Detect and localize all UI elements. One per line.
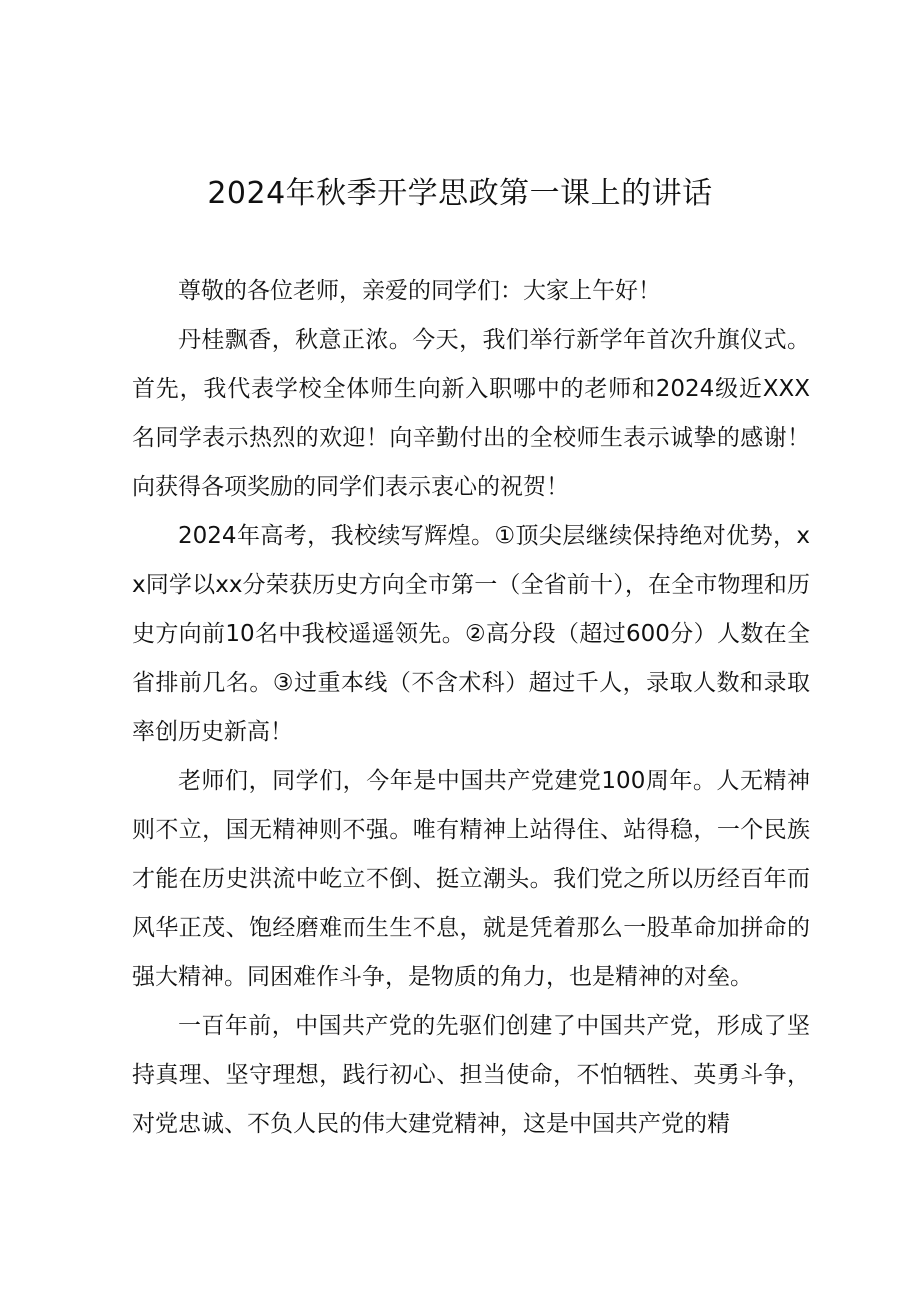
paragraph-welcome: 丹桂飘香，秋意正浓。今天，我们举行新学年首次升旗仪式。首先，我代表学校全体师生向新入职哪中的老师和2024级近XXX名同学表示热烈的欢迎！向辛勤付出的全校师生表示诚挚的感谢！向获得各项奖励的同学们表示衷心的祝贺！ — [132, 327, 810, 500]
paragraph-greeting: 尊敬的各位老师，亲爱的同学们：大家上午好！ — [178, 278, 661, 304]
document-body — [132, 267, 810, 1149]
paragraph-history: 一百年前，中国共产党的先驱们创建了中国共产党，形成了坚持真理、坚守理想，践行初心、担当使命，不怕牺牲、英勇斗争，对党忠诚、不负人民的伟大建党精神，这是中国共产党的精 — [132, 1013, 810, 1137]
paragraph-party-spirit: 老师们，同学们，今年是中国共产党建党100周年。人无精神则不立，国无精神则不强。唯有精神上站得住、站得稳，一个民族才能在历史洪流中屹立不倒、挺立潮头。我们党之所以历经百年而风华正茂、饱经磨难而生生不息，就是凭着那么一股革命加拼命的强大精神。同困难作斗争，是物质的角力，也是精神的对垒。 — [132, 768, 810, 990]
document-title: 2024年秋季开学思政第一课上的讲话 — [207, 176, 713, 211]
paragraph-exam-results: 2024年高考，我校续写辉煌。①顶尖层继续保持绝对优势，xx同学以xx分荣获历史方向全市第一（全省前十），在全市物理和历史方向前10名中我校遥遥领先。②高分段（超过600分）人数在全省排前几名。③过重本线（不含术科）超过千人，录取人数和录取率创历史新高！ — [132, 523, 810, 745]
